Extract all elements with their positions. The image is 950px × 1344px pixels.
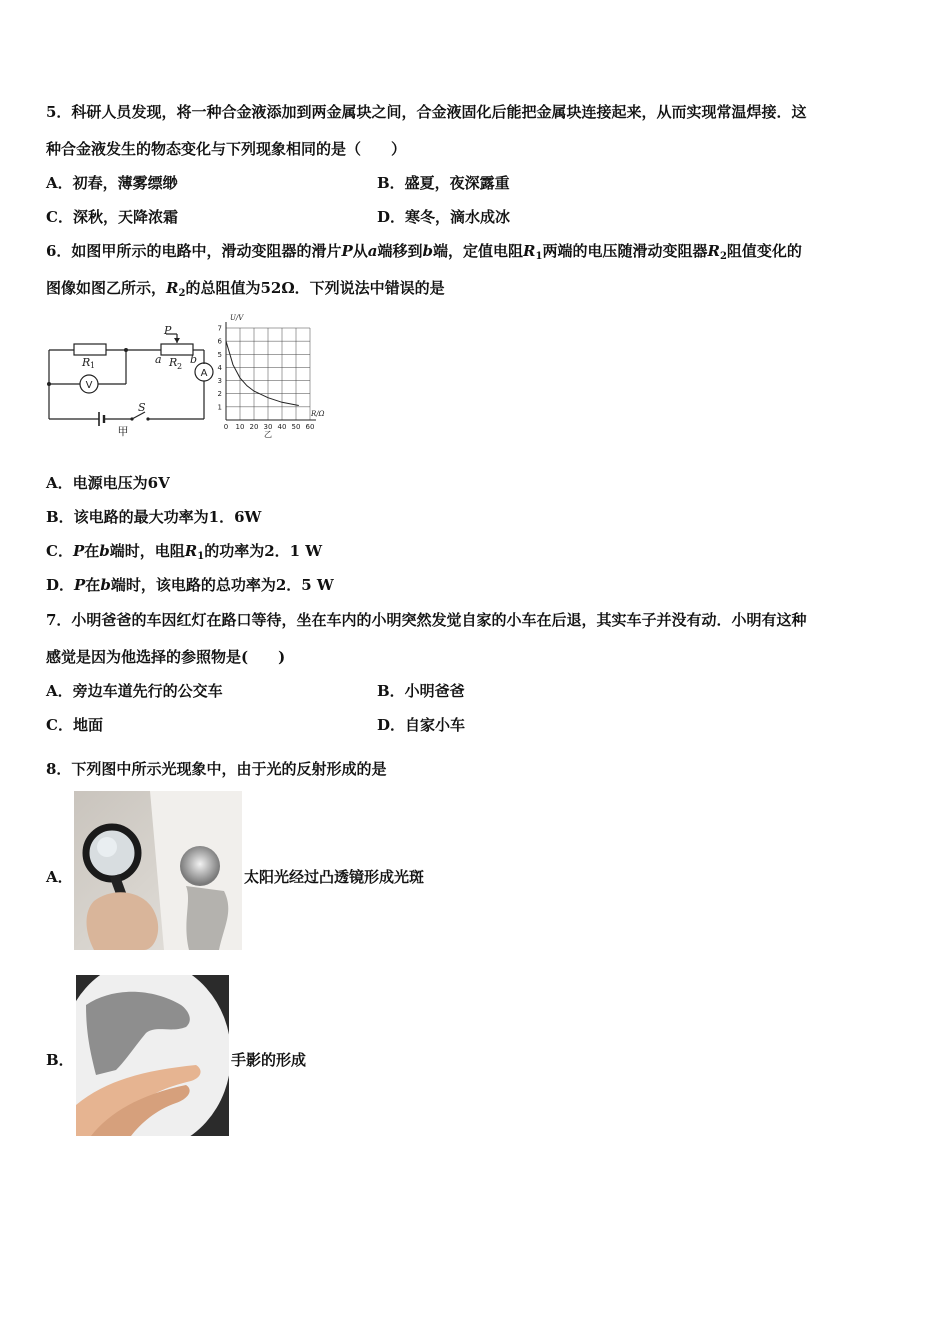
label-r2-sub: 2 [177,362,183,371]
y-axis-label: U/V [230,314,244,322]
y-tick-label: 5 [217,350,222,359]
label-voltmeter-v: V [85,380,93,391]
x-tick-label: 60 [305,423,315,431]
q5-option-c[interactable]: C．深秋，天降浓霜 [46,208,178,226]
q6-option-a[interactable]: A．电源电压为6V [46,474,170,492]
light-spot [180,846,220,886]
label-p: P [164,324,172,337]
u-r-graph [212,312,337,442]
x-tick-label: 20 [249,423,259,431]
q5-option-d[interactable]: D．寒冬，滴水成冰 [377,208,511,226]
label-jia: 甲 [117,425,129,438]
label-a: a [155,353,162,366]
q6-option-c[interactable]: C．P在b端时，电阻$R_1$的功率为2．1 W [46,542,323,562]
q7-option-d[interactable]: D．自家小车 [377,716,466,734]
label-s: S [138,401,146,414]
y-tick-label: 6 [217,337,222,346]
y-tick-label: 7 [217,324,222,333]
q5-option-b[interactable]: B．盛夏，夜深露重 [377,174,510,192]
label-ammeter-a: A [200,368,208,379]
magnifier-photo [74,791,242,950]
x-tick-label: 40 [277,423,287,431]
hand-shadow-photo [76,975,229,1136]
q8-option-b-text: 手影的形成 [231,1051,307,1069]
resistor-r1 [74,344,106,355]
q5-stem-line2: 种合金液发生的物态变化与下列现象相同的是（ ） [46,140,407,158]
x-tick-label: 30 [263,423,273,431]
label-r1: R [82,356,91,369]
q5-stem-line1: 5．科研人员发现，将一种合金液添加到两金属块之间，合金液固化后能把金属块连接起来，从而实现常温焊接．这 [46,103,807,121]
q6-option-d[interactable]: D．P在b端时，该电路的总功率为2．5 W [46,576,334,594]
x-tick-label: 50 [291,423,301,431]
q7-stem-line1: 7．小明爸爸的车因红灯在路口等待，坐在车内的小明突然发觉自家的小车在后退，其实车子并没有动．小明有这种 [46,611,807,629]
q6-stem-line1: 6．如图甲所示的电路中，滑动变阻器的滑片P从a端移到b端，定值电阻$R_1$两端的电压随滑动变阻器$R_2$阻值变化的 [46,242,802,262]
x-tick-label: 0 [223,423,229,431]
label-r2: R [169,356,178,369]
graph-caption: 乙 [264,430,272,439]
q7-option-b[interactable]: B．小明爸爸 [377,682,465,700]
q7-stem-line2: 感觉是因为他选择的参照物是( ) [46,648,286,666]
y-tick-label: 1 [217,403,222,412]
q7-option-c[interactable]: C．地面 [46,716,103,734]
q8-option-b-label[interactable]: B． [46,1051,74,1069]
q5-option-a[interactable]: A．初春，薄雾缥缈 [46,174,178,192]
x-tick-label: 10 [235,423,245,431]
circuit-diagram [44,322,224,438]
y-tick-label: 4 [217,363,222,372]
y-tick-label: 3 [217,377,222,386]
x-axis-label: R/Ω [311,410,325,418]
label-b: b [190,353,198,366]
q8-option-a-label[interactable]: A． [46,868,73,886]
q6-stem-line2: 图像如图乙所示，$R_2$的总阻值为52Ω．下列说法中错误的是 [46,279,445,299]
q8-stem: 8．下列图中所示光现象中，由于光的反射形成的是 [46,760,387,778]
q7-option-a[interactable]: A．旁边车道先行的公交车 [46,682,223,700]
resistor-r2 [161,344,193,355]
q6-option-b[interactable]: B．该电路的最大功率为1．6W [46,508,262,526]
label-r1-sub: 1 [90,361,96,370]
q8-option-a-text: 太阳光经过凸透镜形成光斑 [244,868,425,886]
y-tick-label: 2 [217,390,222,399]
u1-curve [226,341,299,405]
